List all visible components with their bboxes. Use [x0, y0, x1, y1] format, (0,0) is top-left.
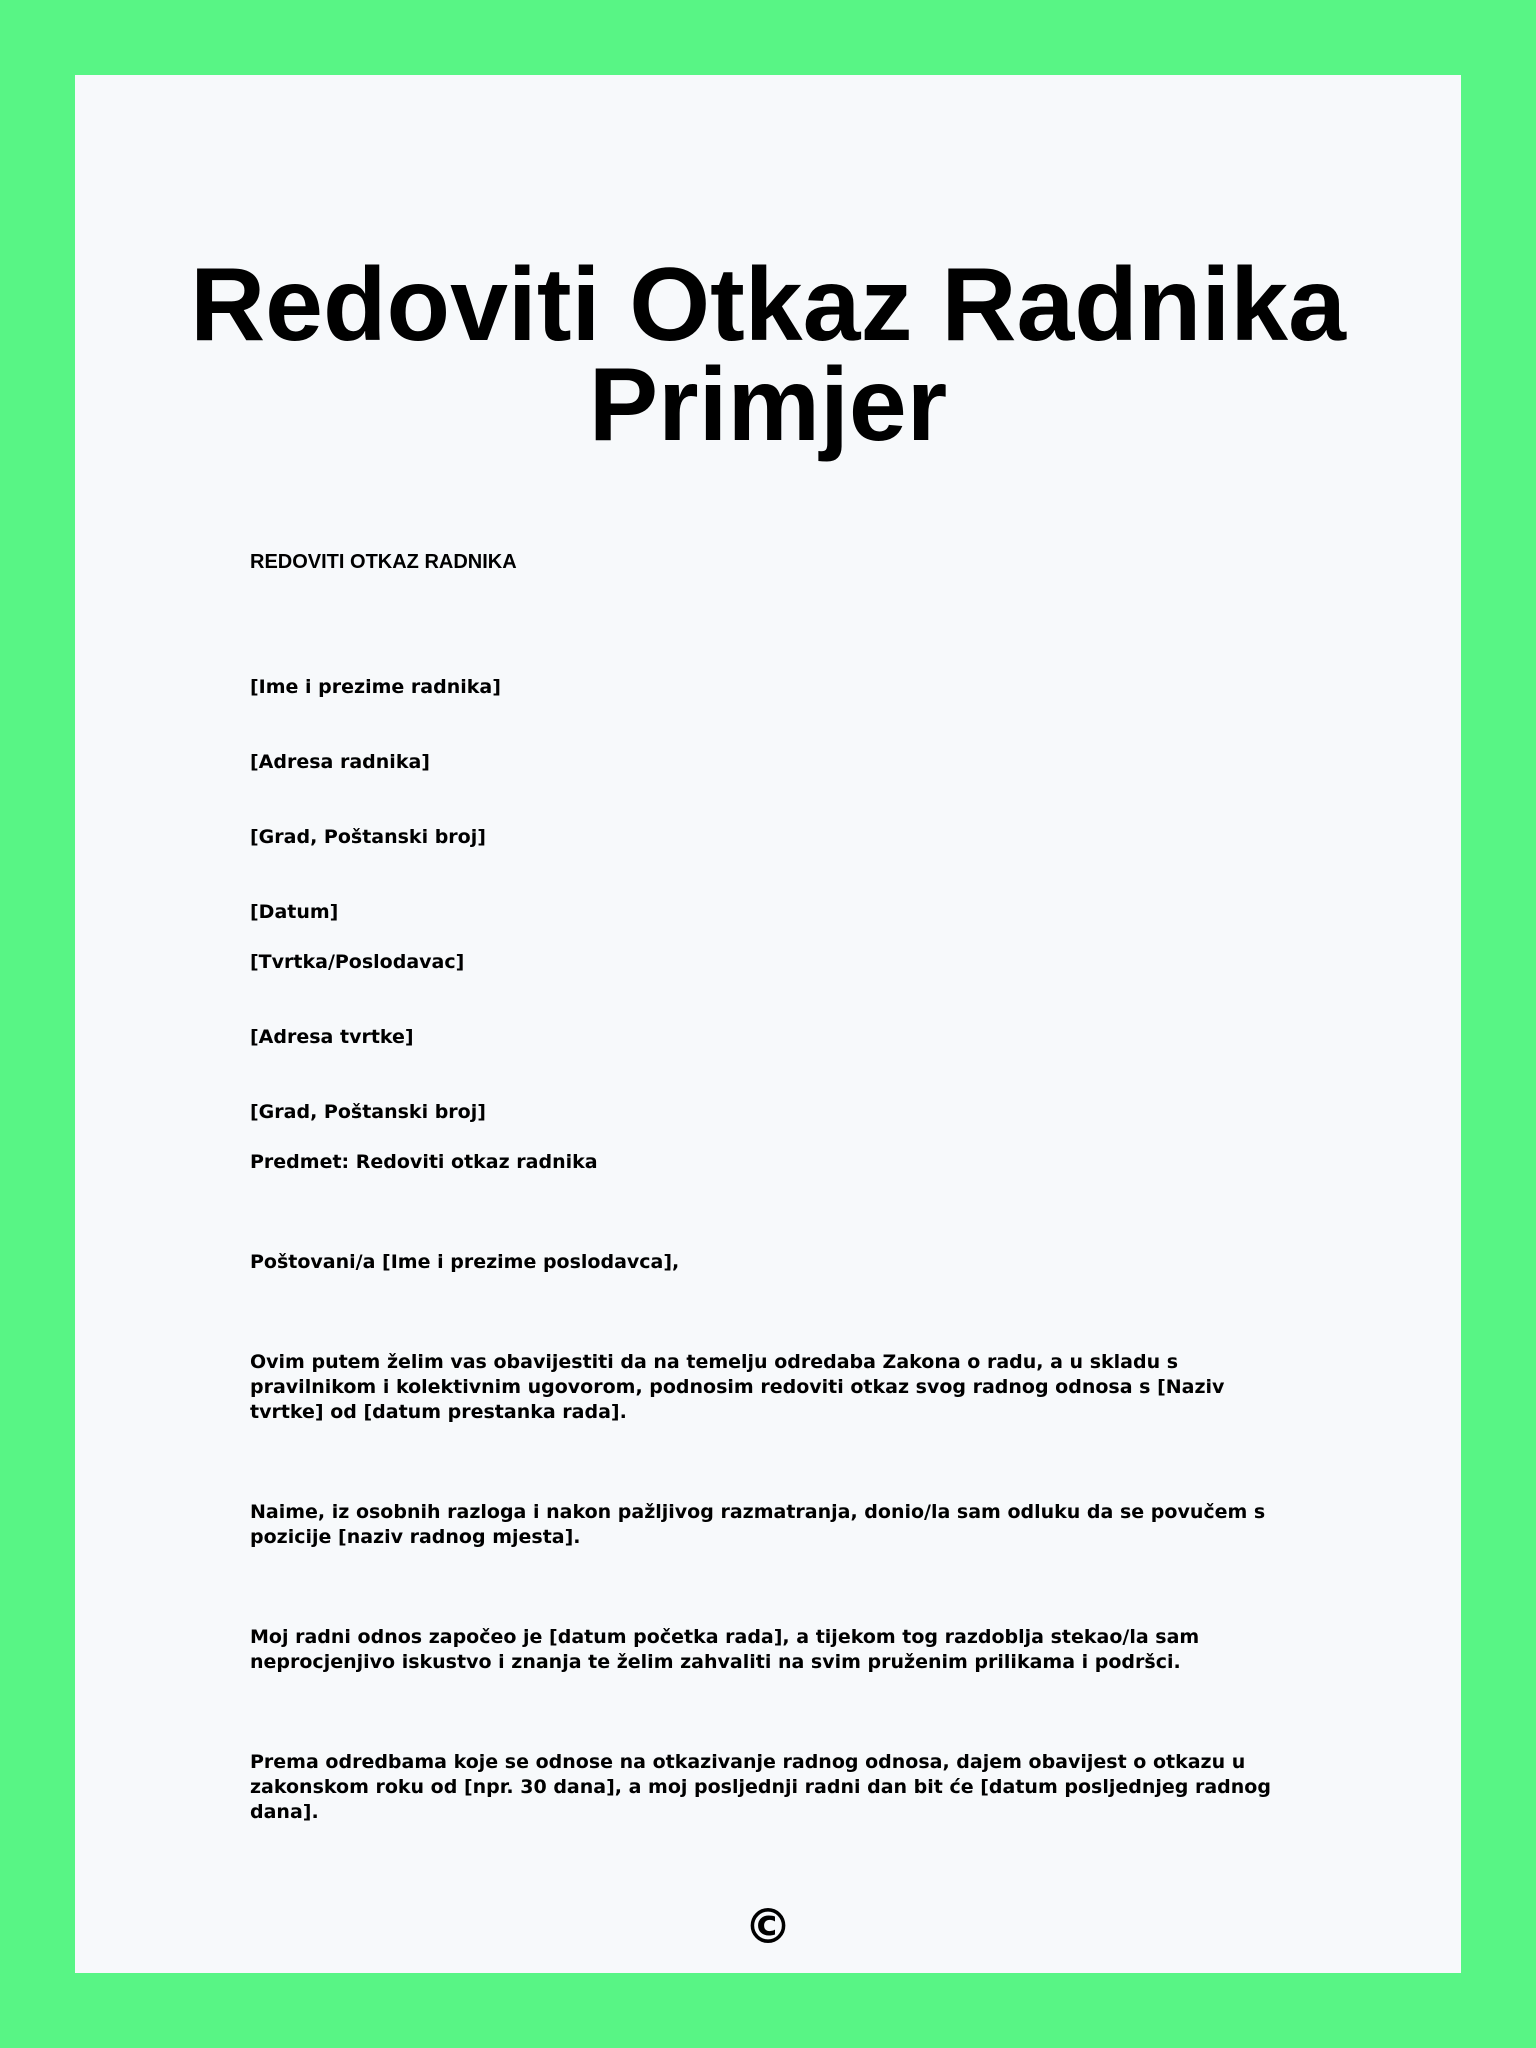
letter-subject: Predmet: Redoviti otkaz radnika — [250, 1151, 598, 1173]
company-city: [Grad, Poštanski broj] — [250, 1101, 486, 1123]
document-sheet — [75, 75, 1461, 1973]
employee-address: [Adresa radnika] — [250, 751, 430, 773]
copyright-icon: © — [744, 1899, 792, 1955]
page-title-line-2: Primjer — [588, 347, 948, 463]
paragraph-1: Ovim putem želim vas obavijestiti da na temelju odredaba Zakona o radu, a u skladu s pravilnikom i kolektivnim ugovorom, podnosim redoviti otkaz svog radnog odnosa s [Naziv tvrtke] od [datum prestanka rada]. — [250, 1351, 1225, 1423]
employee-city: [Grad, Poštanski broj] — [250, 826, 486, 848]
paragraph-3: Moj radni odnos započeo je [datum početka rada], a tijekom tog razdoblja stekao/la sam neprocjenjivo iskustvo i znanja te želim zahvaliti na svim pruženim prilikama i podršci. — [250, 1626, 1200, 1673]
employee-name: [Ime i prezime radnika] — [250, 676, 501, 698]
letter-date: [Datum] — [250, 901, 339, 923]
letter-salutation: Poštovani/a [Ime i prezime poslodavca], — [250, 1251, 680, 1273]
document-heading: REDOVITI OTKAZ RADNIKA — [250, 551, 517, 573]
company-address: [Adresa tvrtke] — [250, 1026, 414, 1048]
page-title-line-1: Redoviti Otkaz Radnika — [190, 247, 1346, 363]
paragraph-4: Prema odredbama koje se odnose na otkazivanje radnog odnosa, dajem obavijest o otkazu u zakonskom roku od [npr. 30 dana], a moj posljednji radni dan bit će [datum posljednjeg radnog dana]. — [250, 1751, 1271, 1823]
page-title — [75, 247, 1461, 463]
company-name: [Tvrtka/Poslodavac] — [250, 951, 465, 973]
paragraph-2: Naime, iz osobnih razloga i nakon pažljivog razmatranja, donio/la sam odluku da se povučem s pozicije [naziv radnog mjesta]. — [250, 1501, 1266, 1548]
